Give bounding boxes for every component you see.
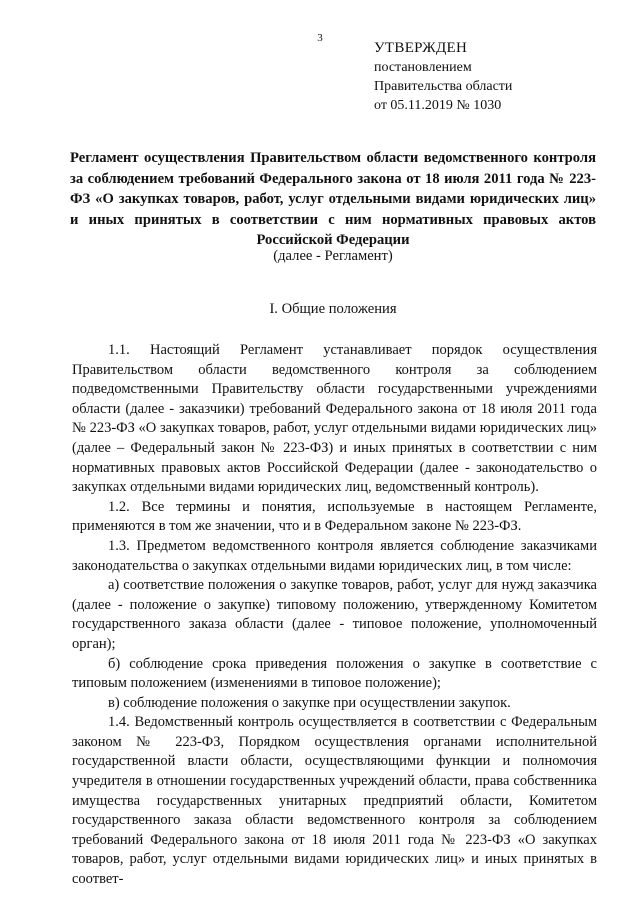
paragraph-item-a: а) соответствие положения о закупке товаров, работ, услуг для нужд заказчика (далее - положение о закупке) типовому положению, утвержденному Комитетом государственного заказа области (далее - типовое положение, уполномоченный орган); [72, 577, 597, 652]
approval-title: УТВЕРЖДЕН [374, 40, 468, 56]
document-subtitle: (далее - Регламент) [273, 248, 393, 264]
approval-stamp [374, 38, 624, 115]
paragraph-1-2: 1.2. Все термины и понятия, используемые в настоящем Регламенте, применяются в том же значении, что и в Федеральном законе № 223-ФЗ. [72, 498, 597, 535]
section-heading: I. Общие положения [269, 301, 397, 317]
approval-line-3: от 05.11.2019 № 1030 [374, 98, 502, 113]
page-number: 3 [317, 32, 323, 44]
document-title: Регламент осуществления Правительством области ведомственного контроля за соблюдением требований Федерального закона от 18 июля 2011 года № 223-ФЗ «О закупках товаров, работ, услуг отдельными видами юридических лиц» и иных принятых в соответствии с ним нормативных правовых актов Российской Федерации [70, 150, 596, 249]
paragraph-1-1: 1.1. Настоящий Регламент устанавливает порядок осуществления Правительством области ведомственного контроля за соблюдением подведомственными Правительству области государственными учреждениями области (далее - заказчики) требований Федерального закона от 18 июля 2011 года № 223-ФЗ «О закупках товаров, работ, услуг отдельными видами юридических лиц» (далее – Федеральный закон № 223-ФЗ) и иных принятых в соответствии с ним нормативных правовых актов Российской Федерации (далее - законодательство о закупках отдельными видами юридических лиц, ведомственный контроль). [72, 342, 597, 496]
paragraph-1-3: 1.3. Предметом ведомственного контроля является соблюдение заказчиками законодательства о закупках отдельными видами юридических лиц, в том числе: [72, 537, 597, 574]
approval-line-1: постановлением [374, 60, 472, 75]
paragraph-item-b: б) соблюдение срока приведения положения о закупке в соответствие с типовым положением (изменениями в типовое положение); [72, 655, 597, 692]
paragraph-1-4: 1.4. Ведомственный контроль осуществляется в соответствии с Федеральным законом № 223-ФЗ, Порядком осуществления органами исполнительной государственной власти области, осуществляющими функции и полномочия учредителя в отношении государственных учреждений области, права собственника имущества государственных унитарных предприятий области, Комитетом государственного заказа области ведомственного контроля за соблюдением требований Федерального закона от 18 июля 2011 года № 223-ФЗ «О закупках товаров, работ, услуг отдельными видами юридических лиц» и иных принятых в соответ- [72, 714, 597, 888]
section-body [72, 341, 597, 890]
approval-line-2: Правительства области [374, 79, 513, 94]
paragraph-item-c: в) соблюдение положения о закупке при осуществлении закупок. [108, 694, 511, 711]
